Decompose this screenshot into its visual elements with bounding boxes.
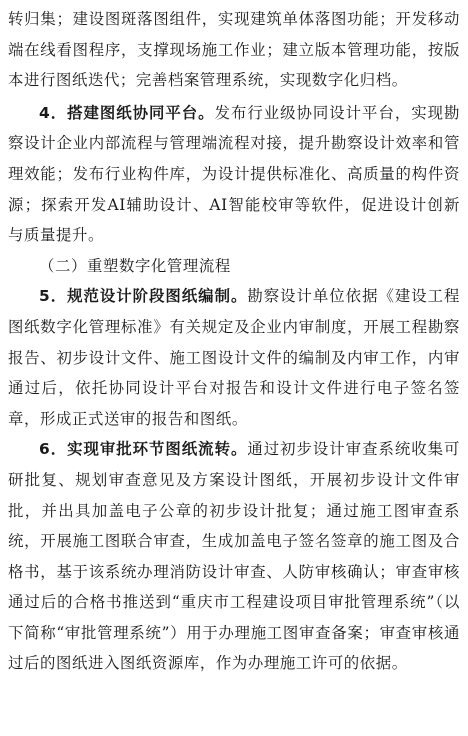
paragraph-text: 转归集；建设图斑落图组件，实现建筑单体落图功能；开发移动端在线看图程序，支撑现场施工作业；建立版本管理功能，按版本进行图纸迭代；完善档案管理系统，实现数字化归档。 [8, 10, 460, 90]
section-heading [8, 251, 460, 282]
paragraph-text: 发布行业级协同设计平台，实现勘察设计企业内部流程与管理端流程对接，提升勘察设计效率和管理效能；发布行业构件库，为设计提供标准化、高质量的构件资源；探索开发AI辅助设计、AI智能校审等软件，促进设计创新与质量提升。 [8, 103, 460, 245]
paragraph-item-6 [8, 434, 460, 679]
paragraph-item-4 [8, 98, 460, 251]
paragraph-item-5 [8, 281, 460, 434]
item-heading: 5．规范设计阶段图纸编制。 [39, 287, 248, 306]
paragraph-text: 通过初步设计审查系统收集可研批复、规划审查意见及方案设计图纸，开展初步设计文件审批，并出具加盖电子公章的初步设计批复；通过施工图审查系统，开展施工图联合审查，生成加盖电子签名签章的施工图及合格书，基于该系统办理消防设计审查、人防审核确认；审查审核通过后的合格书推送到“重庆市工程建设项目审批管理系统”（以下简称“审批管理系统”）用于办理施工图审查备案；审查审核通过后的图纸进入图纸资源库，作为办理施工许可的依据。 [8, 440, 460, 673]
item-heading: 4．搭建图纸协同平台。 [39, 103, 215, 122]
document-page [8, 4, 460, 679]
paragraph-text: 勘察设计单位依据《建设工程图纸数字化管理标准》有关规定及企业内审制度，开展工程勘察报告、初步设计文件、施工图设计文件的编制及内审工作，内审通过后，依托协同设计平台对报告和设计文件进行电子签名签章，形成正式送审的报告和图纸。 [8, 287, 460, 428]
paragraph-continuation [8, 4, 460, 96]
section-title: （二）重塑数字化管理流程 [39, 256, 231, 275]
item-heading: 6．实现审批环节图纸流转。 [39, 440, 248, 459]
